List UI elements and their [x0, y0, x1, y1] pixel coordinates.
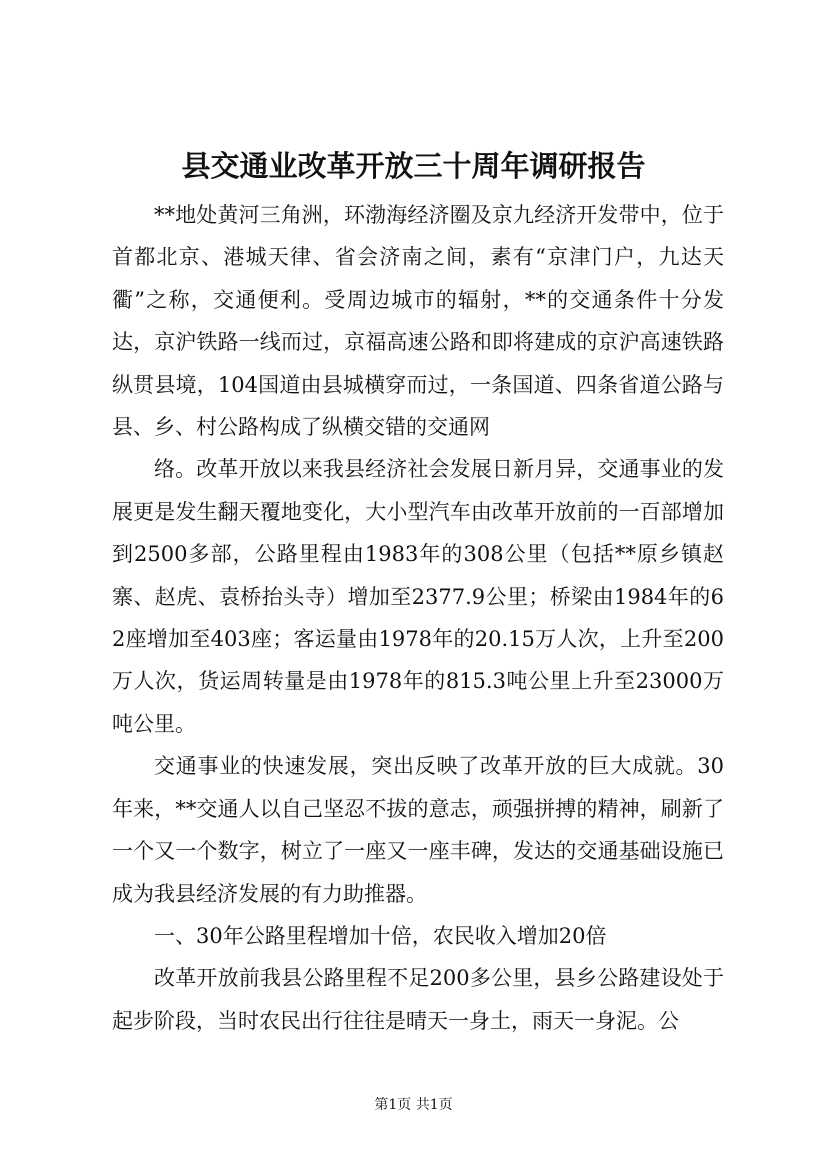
paragraph-development: 络。改革开放以来我县经济社会发展日新月异，交通事业的发展更是发生翻天覆地变化，大小型汽车由改革开放前的一百部增加到2500多部，公路里程由1983年的308公里（包括**原乡镇赵寨、赵虎、袁桥抬头寺）增加至2377.9公里；桥梁由1984年的62座增加至403座；客运量由1978年的20.15万人次，上升至200万人次，货运周转量是由1978年的815.3吨公里上升至23000万吨公里。 — [112, 457, 724, 736]
paragraph-intro: **地处黄河三角洲，环渤海经济圈及京九经济开发带中，位于首都北京、港城天律、省会济南之间，素有“京津门户，九达天衢”之称，交通便利。受周边城市的辐射，**的交通条件十分发达，京沪铁路一线而过，京福高速公路和即将建成的京沪高速铁路纵贯县境，104国道由县城横穿而过，一条国道、四条省道公路与县、乡、村公路构成了纵横交错的交通网 — [112, 203, 724, 440]
document-body — [112, 194, 724, 1042]
section-heading-1: 一、30年公路里程增加十倍，农民收入增加20倍 — [154, 923, 607, 948]
paragraph-section-1: 改革开放前我县公路里程不足200多公里，县乡公路建设处于起步阶段，当时农民出行往往是晴天一身土，雨天一身泥。公 — [112, 966, 724, 1033]
paragraph-achievement: 交通事业的快速发展，突出反映了改革开放的巨大成就。30年来，**交通人以自己坚忍不拔的意志，顽强拼搏的精神，刷新了一个又一个数字，树立了一座又一座丰碑，发达的交通基础设施已成为我县经济发展的有力助推器。 — [112, 754, 724, 906]
document-title: 县交通业改革开放三十周年调研报告 — [181, 149, 646, 183]
page-number: 第1页 共1页 — [374, 1097, 453, 1113]
